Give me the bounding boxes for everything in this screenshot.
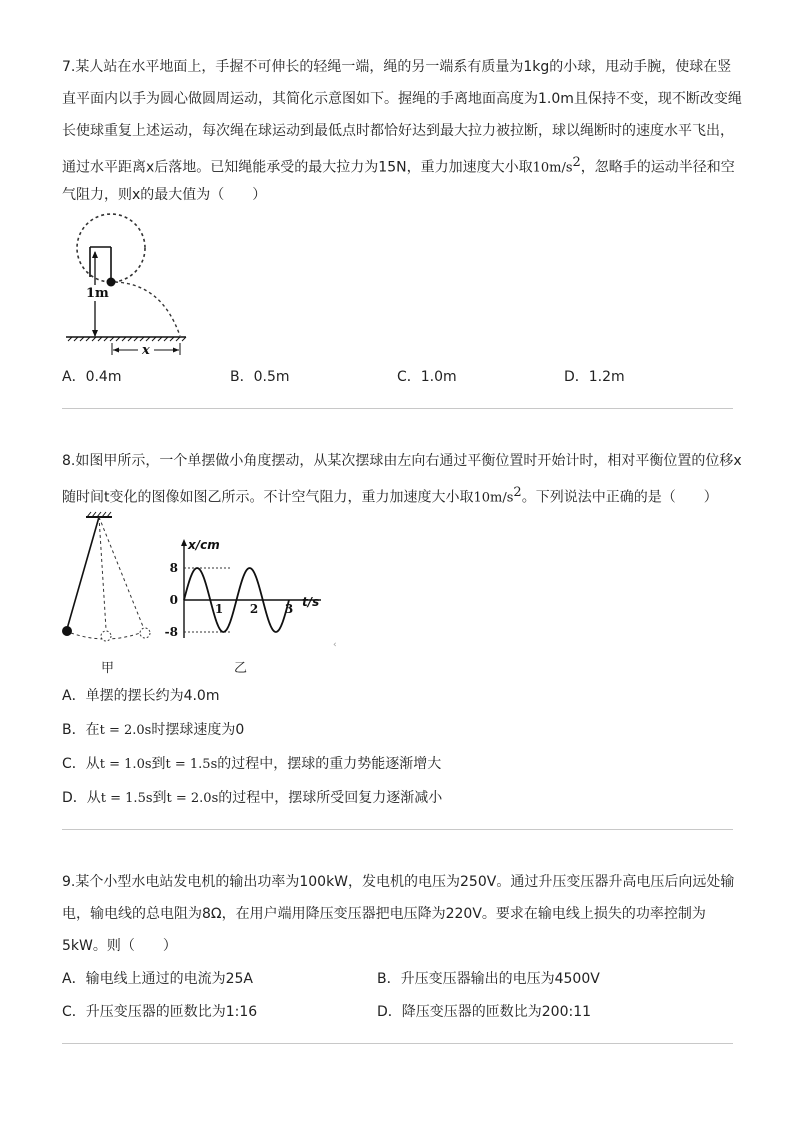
q7-line-3: 长使球重复上述运动，每次绳在球运动到最低点时都恰好达到最大拉力被拉断，球以绳断时的速度水平飞出，	[62, 123, 734, 139]
q7-figure	[62, 212, 192, 360]
q8-option-a[interactable]	[62, 686, 219, 706]
q8-option-c-post: 的过程中，摆球的重力势能逐渐增大	[217, 756, 442, 772]
q9-option-a[interactable]: A．输电线上通过的电流为25A	[62, 971, 253, 987]
q7-line-4	[62, 153, 735, 179]
q8-pendulum-figure	[58, 509, 158, 649]
q8-option-d-mid: 到	[152, 790, 167, 806]
q7-line-2: 直平面内以手为圆心做圆周运动，其简化示意图如下。握绳的手离地面高度为1.0m且保持不变，现不断改变绳	[62, 91, 742, 107]
y-tick-label: 0	[169, 593, 178, 607]
q7-g-value: 10m/s	[532, 160, 573, 176]
q8-option-d[interactable]	[62, 788, 442, 809]
q7-distance-label: x	[142, 343, 150, 358]
x-axis-label: t/s	[302, 595, 320, 609]
q9-line-2: 电，输电线的总电阻为8Ω，在用户端用降压变压器把电压降为220V。要求在输电线上损失的功率控制为	[62, 906, 706, 922]
q7-trajectory	[115, 282, 180, 336]
q8-line-2-text: 随时间t变化的图像如图乙所示。不计空气阻力，重力加速度大小取	[62, 489, 474, 506]
q8-option-b-time: t = 2.0s	[99, 723, 152, 738]
q9-line-3: 5kW。则（ ）	[62, 938, 177, 954]
q8-option-d-pre: D．从	[62, 790, 101, 806]
q8-xt-graph	[165, 536, 340, 648]
q8-option-c[interactable]	[62, 754, 441, 775]
q8-option-c-mid: 到	[151, 756, 166, 772]
q8-caption-jia: 甲	[101, 661, 115, 676]
q7-line-4-text: 通过水平距离x后落地。已知绳能承受的最大拉力为15N，重力加速度大小取	[62, 159, 533, 176]
y-tick-label: -8	[165, 625, 178, 639]
y-axis-arrow	[181, 539, 187, 546]
q8-g-exponent: 2	[513, 485, 522, 500]
q7-option-d[interactable]: D．1.2m	[564, 369, 625, 385]
x-tick-label: 3	[284, 602, 294, 616]
x-tick-label: 1	[214, 602, 224, 616]
q8-option-b[interactable]	[62, 720, 244, 741]
q7-g-exponent: 2	[572, 155, 581, 170]
q7-option-a[interactable]: A．0.4m	[62, 369, 122, 385]
q8-option-c-time1: t = 1.0s	[99, 757, 152, 772]
q8-bob	[62, 626, 72, 636]
q8-line-1: 8.如图甲所示，一个单摆做小角度摆动，从某次摆球由左向右通过平衡位置时开始计时，相对平衡位置的位移x	[62, 453, 742, 469]
q9-option-c[interactable]: C．升压变压器的匝数比为1:16	[62, 1004, 258, 1020]
q8-g-value: 10m/s	[473, 490, 514, 506]
q7-height-label: 1m	[86, 286, 109, 301]
q9-line-1: 9.某个小型水电站发电机的输出功率为100kW，发电机的电压为250V。通过升压变压器升高电压后向远处输	[62, 874, 735, 890]
q8-option-b-pre: B．在	[62, 722, 100, 738]
y-tick-label: 8	[169, 561, 178, 575]
q8-option-b-text: 时摆球速度为0	[151, 722, 245, 738]
q8-option-d-time2: t = 2.0s	[166, 791, 219, 806]
q8-option-c-pre: C．从	[62, 756, 100, 772]
q7-option-b[interactable]: B．0.5m	[230, 369, 290, 385]
q7-line-5: 气阻力，则x的最大值为（ ）	[62, 187, 267, 203]
q8-string	[67, 517, 99, 629]
q8-line-2	[62, 483, 718, 509]
q8-caption-yi: 乙	[234, 661, 248, 676]
q8-option-c-time2: t = 1.5s	[165, 757, 218, 772]
divider	[62, 408, 733, 409]
q9-option-b[interactable]: B．升压变压器输出的电压为4500V	[377, 971, 600, 987]
x-tick-label: 2	[249, 602, 259, 616]
q9-option-d[interactable]: D．降压变压器的匝数比为200:11	[377, 1004, 592, 1020]
q8-option-d-time1: t = 1.5s	[100, 791, 153, 806]
q8-option-d-post: 的过程中，摆球所受回复力逐渐减小	[218, 790, 443, 806]
divider	[62, 1043, 733, 1044]
y-axis-label: x/cm	[188, 538, 220, 552]
q8-option-a-text: A．单摆的摆长约为4.0m	[62, 688, 220, 704]
divider	[62, 829, 733, 830]
q7-line-1: 7.某人站在水平地面上，手握不可伸长的轻绳一端，绳的另一端系有质量为1kg的小球，甩动手腕，使球在竖	[62, 59, 732, 75]
q7-option-c[interactable]: C．1.0m	[397, 369, 457, 385]
q7-line-4-tail: ，忽略手的运动半径和空	[580, 159, 735, 176]
q8-line-2-tail: 。下列说法中正确的是（ ）	[521, 489, 718, 506]
